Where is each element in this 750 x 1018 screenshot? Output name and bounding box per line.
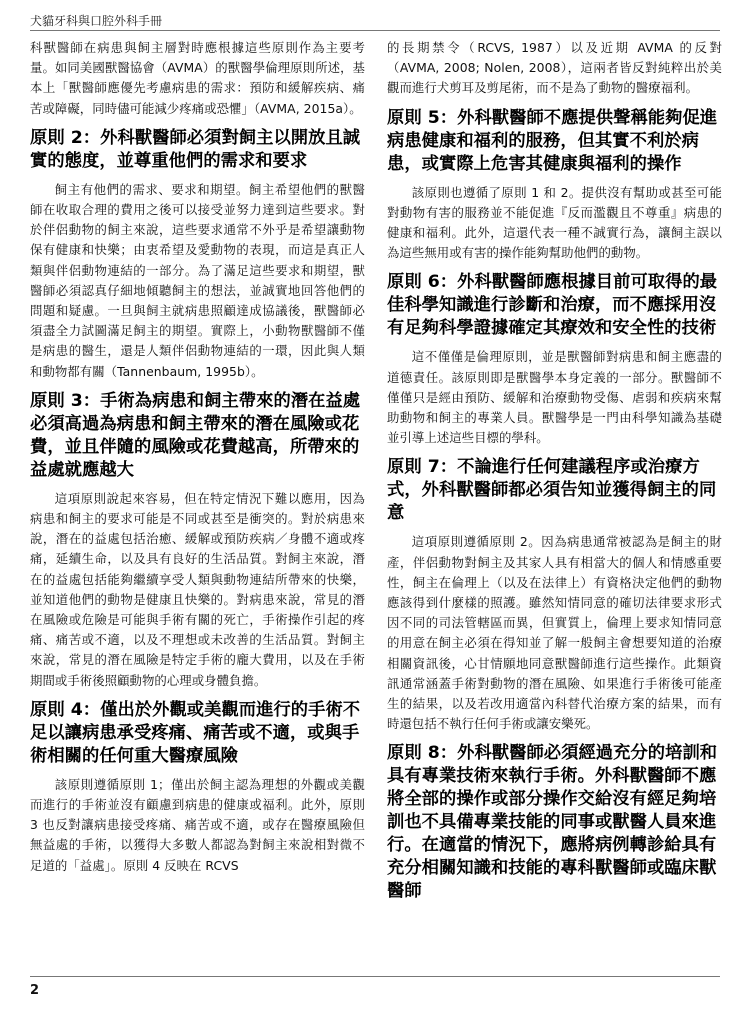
- footer-divider: [30, 976, 720, 977]
- running-title: 犬貓牙科與口腔外科手冊: [30, 14, 163, 28]
- principle-3-paragraph: 這項原則說起來容易，但在特定情況下難以應用，因為病患和飼主的要求可能是不同或甚至是衝突的。對於病患來說，潛在的益處包括治癒、緩解或預防疾病／身體不適或疼痛，延續生命，以及具有良好的生活品質。對飼主來說，潛在的益處包括能夠繼續享受人類與動物連結所帶來的快樂，並知道他們的動物是健康且快樂的。對病患來說，常見的潛在風險或危險是可能與手術有關的死亡，手術操作引起的疼痛、痛苦或不適，以及不理想或未改善的生活品質。對飼主來說，常見的潛在風險是特定手術的龐大費用，以及在手術期間或手術後照顧動物的心理或身體負擔。: [30, 490, 365, 688]
- header-divider: [30, 30, 720, 31]
- principle-7-paragraph: 這項原則遵循原則 2。因為病患通常被認為是飼主的財產，伴侶動物對飼主及其家人具有相當大的個人和情感重要性，飼主在倫理上（以及在法律上）有資格決定他們的動物應該得到什麼樣的照護。雖然知情同意的確切法律要求形式因不同的司法管轄區而異，但實質上，倫理上要求知情同意的用意在飼主必須在得知並了解一般飼主會想要知道的治療相關資訊後，心甘情願地同意獸醫師進行這些操作。此類資訊通常涵蓋手術對動物的潛在風險、如果進行手術後可能產生的結果，以及若改用適當內科替代治療方案的結果，而有時還包括不執行任何手術或讓安樂死。: [387, 534, 722, 732]
- principle-6-paragraph: 這不僅僅是倫理原則，並是獸醫師對病患和飼主應盡的道德責任。該原則即是獸醫學本身定義的一部分。獸醫師不僅僅只是經由預防、緩解和治療動物受傷、虐弱和疾病來幫助動物和飼主的專業人員。獸醫學是一門由科學知識為基礎並引導上述這些目標的學科。: [387, 349, 722, 446]
- principle-6-heading: 原則 6：外科獸醫師應根據目前可取得的最佳科學知識進行診斷和治療，而不應採用沒有足夠科學證據確定其療效和安全性的技術: [387, 272, 718, 339]
- left-column: [30, 38, 365, 882]
- principle-2-heading: 原則 2：外科獸醫師必須對飼主以開放且誠實的態度，並尊重他們的需求和要求: [30, 127, 361, 171]
- principle-8-heading: 原則 8：外科獸醫師必須經過充分的培訓和具有專業技術來執行手術。外科獸醫師不應將全部的操作或部分操作交給沒有經足夠培訓也不具備專業技能的同事或獸醫人員來進行。在適當的情況下，應將病例轉診給具有充分相關知識和技能的專科獸醫師或臨床獸醫師: [387, 743, 718, 902]
- principle-5-heading: 原則 5：外科獸醫師不應提供聲稱能夠促進病患健康和福利的服務，但其實不利於病患，或實際上危害其健康與福利的操作: [387, 107, 718, 174]
- right-column: [387, 38, 722, 910]
- principle-7-heading: 原則 7：不論進行任何建議程序或治療方式，外科獸醫師都必須告知並獲得飼主的同意: [387, 457, 717, 524]
- principle-2-paragraph: 飼主有他們的需求、要求和期望。飼主希望他們的獸醫師在收取合理的費用之後可以接受並努力達到這些要求。對於伴侶動物的飼主來說，這些要求通常不外乎是希望讓動物保有健康和快樂；由衷希望及愛動物的表現，而這是真正人類與伴侶動物連結的一部分。為了滿足這些要求和期望，獸醫師必須認真仔細地傾聽飼主的想法，並誠實地回答他們的問題和疑慮。一旦與飼主就病患照顧達成協議後，獸醫師必須盡全力試圖滿足飼主的期望。實際上，小動物獸醫師不僅是病患的醫生，還是人類伴侶動物連結的一環，因此與人類和動物都有關（Tannenbaum, 1995b）。: [30, 181, 365, 379]
- intro-paragraph: 科獸醫師在病患與飼主層對時應根據這些原則作為主要考量。如同美國獸醫協會（AVMA）的獸醫學倫理原則所述，基本上「獸醫師應優先考慮病患的需求：預防和緩解疾病、痛苦或障礙，同時儘可能減少疼痛或恐懼」（AVMA, 2015a）。: [30, 40, 365, 116]
- page-number: 2: [30, 983, 40, 998]
- principle-5-paragraph: 該原則也遵循了原則 1 和 2。提供沒有幫助或甚至可能對動物有害的服務並不能促進『反而濫觀且不尊重』病患的健康和福利。此外，這還代表一種不誠實行為，讓飼主誤以為這些無用或有害的操作能夠幫助他們的動物。: [387, 184, 722, 261]
- principle-4-paragraph: 該原則遵循原則 1；僅出於飼主認為理想的外觀或美觀而進行的手術並沒有顧慮到病患的健康或福利。此外，原則 3 也反對讓病患接受疼痛、痛苦或不適，或存在醫療風險但無益處的手術，以獲得大多數人都認為對飼主來說相對微不足道的「益處」。原則 4 反映在 RCVS: [30, 776, 365, 873]
- principle-4-heading: 原則 4：僅出於外觀或美觀而進行的手術不足以讓病患承受疼痛、痛苦或不適，或與手術相關的任何重大醫療風險: [30, 699, 361, 766]
- continuation-paragraph: 的長期禁令（RCVS, 1987）以及近期 AVMA 的反對（AVMA, 2008; Nolen, 2008），這兩者皆反對純粹出於美觀而進行犬剪耳及剪尾術，而不是為了動物的醫療福利。: [387, 40, 722, 96]
- principle-3-heading: 原則 3：手術為病患和飼主帶來的潛在益處必須高過為病患和飼主帶來的潛在風險或花費，並且伴隨的風險或花費越高，所帶來的益處就應越大: [30, 390, 361, 480]
